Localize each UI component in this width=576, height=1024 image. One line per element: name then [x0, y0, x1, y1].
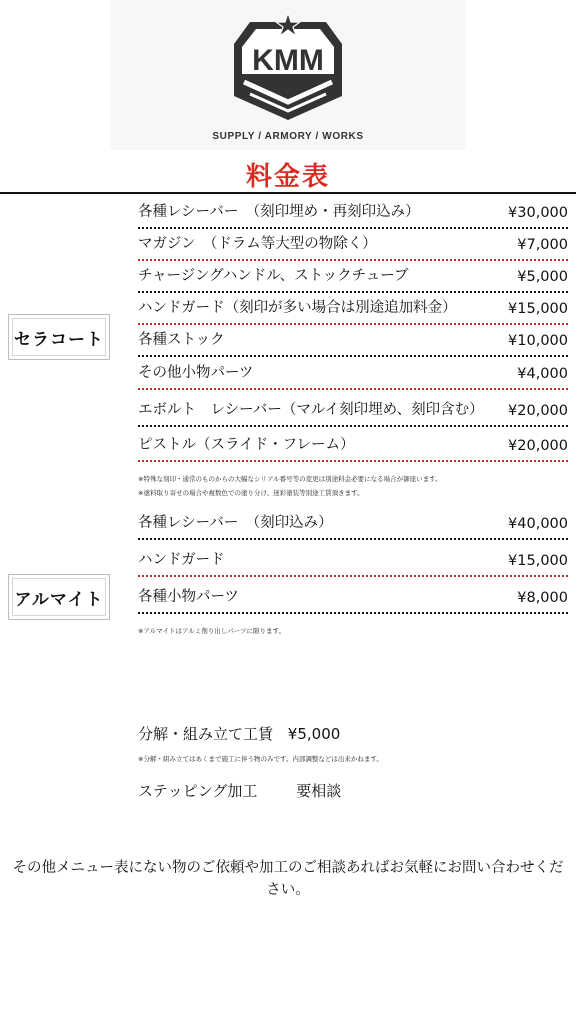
closing-message: その他メニュー表にない物のご依頼や加工のご相談あればお気軽にお問い合わせください。: [12, 860, 564, 898]
stepping-label: ステッピング加工: [138, 782, 258, 800]
price-row: [138, 293, 568, 325]
price-row: [138, 430, 568, 462]
item-name: 各種小物パーツ: [138, 589, 239, 605]
labor-line: [138, 723, 340, 744]
item-price: ¥7,000: [517, 237, 568, 253]
stepping-line: [138, 780, 341, 801]
price-row: [138, 582, 568, 614]
item-name: ピストル（スライド・フレーム）: [138, 437, 355, 453]
item-price: ¥20,000: [508, 403, 568, 419]
item-name: チャージングハンドル、ストックチューブ: [138, 268, 409, 284]
stepping-value: 要相談: [296, 782, 342, 800]
item-name: 各種レシーバー （刻印込み）: [138, 515, 333, 531]
item-price: ¥15,000: [508, 301, 568, 317]
item-name: ハンドガード（刻印が多い場合は別途追加料金）: [138, 300, 457, 316]
item-price: ¥5,000: [517, 269, 568, 285]
item-name: ハンドガード: [138, 552, 225, 568]
divider: [0, 192, 576, 194]
footnote: ※塗料取り寄せの場合や複数色での塗り分け、迷彩塗装等別途工賃頂きます。: [138, 489, 364, 497]
item-price: ¥4,000: [517, 366, 568, 382]
category-label-cerakote: セラコート: [8, 314, 110, 360]
item-name: 各種ストック: [138, 332, 225, 348]
item-name: マガジン （ドラム等大型の物除く）: [138, 236, 377, 252]
labor-note: ※分解・組み立てはあくまで施工に伴う物のみです。内部調整などは出来かねます。: [138, 755, 383, 763]
price-row: [138, 508, 568, 540]
labor-price: ¥5,000: [287, 725, 341, 743]
item-name: 各種レシーバー （刻印埋め・再刻印込み）: [138, 204, 420, 220]
kmm-logo: [230, 12, 346, 124]
item-price: ¥10,000: [508, 333, 568, 349]
price-row: [138, 395, 568, 427]
footnote: ※特殊な刻印・通常のものからの大幅なシリアル番号等の変更は別途料金必要になる場合が御座います。: [138, 475, 442, 483]
footnote: ※アルマイトはアルミ削り出しパーツに限ります。: [138, 627, 286, 635]
price-row: [138, 229, 568, 261]
labor-label: 分解・組み立て工賃: [138, 725, 274, 743]
price-row: [138, 325, 568, 357]
price-row: [138, 358, 568, 390]
tagline: SUPPLY / ARMORY / WORKS: [212, 131, 364, 142]
page-title: 料金表: [245, 162, 330, 192]
logo-text: KMM: [252, 44, 324, 77]
item-price: ¥30,000: [508, 205, 568, 221]
price-row: [138, 545, 568, 577]
price-row: [138, 261, 568, 293]
item-price: ¥15,000: [508, 553, 568, 569]
item-name: その他小物パーツ: [138, 365, 254, 381]
category-label-alumite: アルマイト: [8, 574, 110, 620]
price-row: [138, 197, 568, 229]
item-price: ¥20,000: [508, 438, 568, 454]
item-price: ¥8,000: [517, 590, 568, 606]
item-price: ¥40,000: [508, 516, 568, 532]
item-name: エボルト レシーバー（マルイ刻印埋め、刻印含む）: [138, 402, 484, 418]
